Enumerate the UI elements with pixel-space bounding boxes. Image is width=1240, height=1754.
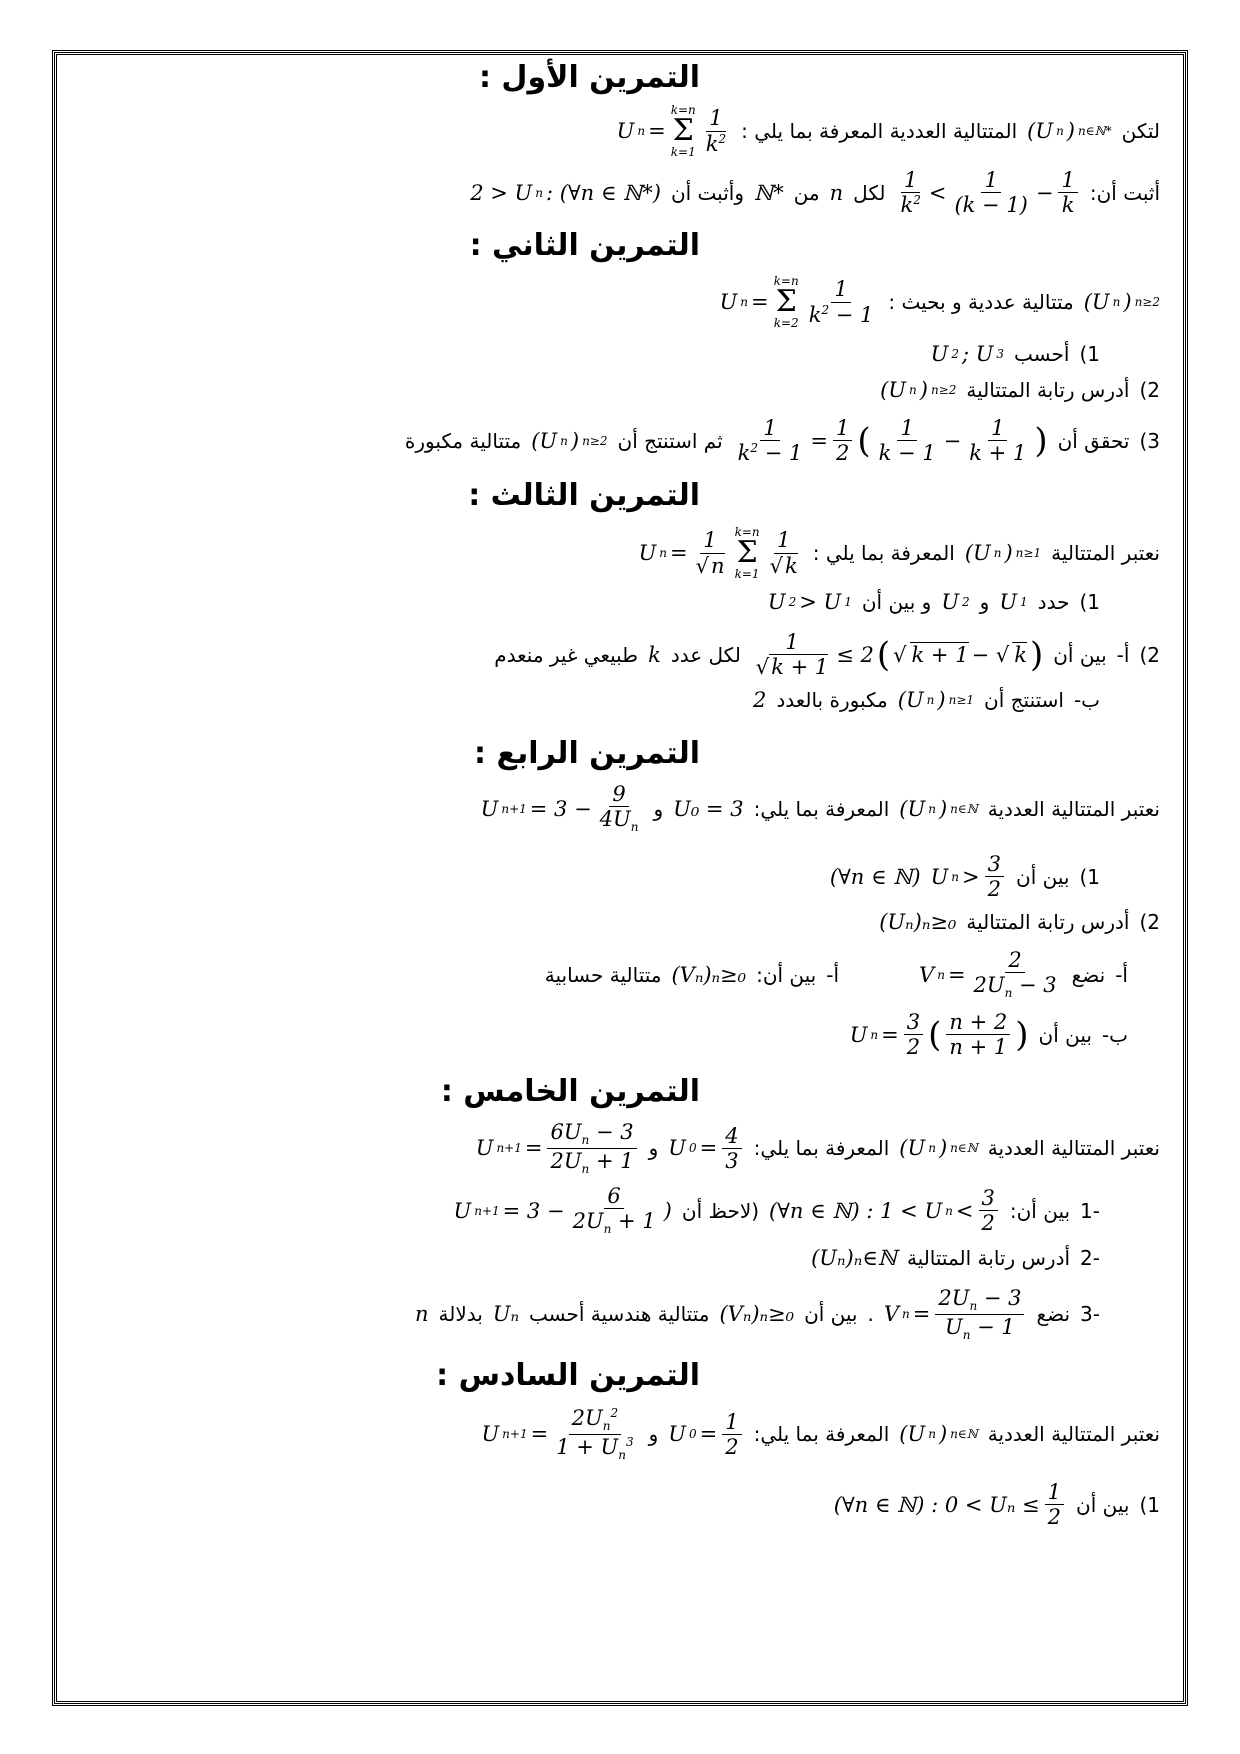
text: مكبورة بالعدد bbox=[776, 688, 888, 712]
text: متتالية مكبورة bbox=[404, 428, 522, 453]
exercise-2-q1 bbox=[931, 342, 1100, 366]
text: نعتبر المتتالية bbox=[1051, 541, 1160, 565]
math-u0: U 0 = $\frac{1}{2}$ bbox=[668, 1410, 743, 1459]
exercise-1-question bbox=[470, 168, 1160, 217]
math-seq: (U n ) n∈ℕ bbox=[899, 1136, 978, 1161]
exercise-6-q1 bbox=[834, 1480, 1160, 1529]
text: و bbox=[648, 1422, 659, 1447]
math: U 2 bbox=[941, 590, 970, 614]
math-n: n bbox=[414, 1302, 429, 1327]
math-claim: (∀n ∈ ℕ) : 0 < Uₙ ≤ $\frac{1}{2}$ bbox=[834, 1480, 1066, 1529]
text: من bbox=[793, 180, 820, 205]
math-definition: V n = $\frac{2U_n - 3}{U_n - 1}$ bbox=[884, 1286, 1027, 1343]
math-claim: 2 > U n : (∀n ∈ ℕ*) bbox=[470, 180, 661, 205]
text: المتتالية العددية المعرفة بما يلي : bbox=[741, 119, 1018, 143]
text: (لاحظ أن bbox=[681, 1198, 760, 1223]
math-seq: (Uₙ)ₙ∈ℕ bbox=[811, 1246, 897, 1270]
exercise-4-q3b bbox=[850, 1010, 1128, 1059]
question-number: 1) bbox=[1079, 342, 1100, 366]
text: بين أن: bbox=[756, 962, 817, 987]
math-formula: U n = k=n Σ k=1 $\frac{1}{k^2}$ bbox=[616, 103, 727, 159]
exercise-2-definition bbox=[720, 275, 1160, 329]
question-number: 1) bbox=[1079, 590, 1100, 614]
math-set: ℕ* bbox=[754, 180, 784, 205]
sub-label: أ- bbox=[826, 962, 840, 987]
exercise-3-q2b bbox=[753, 688, 1100, 712]
text: نعتبر المتتالية العددية bbox=[987, 1136, 1160, 1161]
text: متتالية عددية و بحيث : bbox=[888, 290, 1074, 314]
text: . bbox=[867, 1302, 874, 1327]
text: بين أن bbox=[1053, 642, 1107, 667]
text: استنتج أن bbox=[984, 688, 1064, 712]
math-seq: (U n ) n≥1 bbox=[964, 541, 1042, 565]
question-number: -1 bbox=[1080, 1198, 1100, 1223]
exercise-2-q3 bbox=[405, 416, 1160, 465]
question-number: 2) bbox=[1139, 642, 1160, 667]
exercise-1-definition bbox=[617, 104, 1160, 158]
exercise-5-q2 bbox=[811, 1246, 1100, 1270]
exercise-3-q1 bbox=[768, 590, 1100, 614]
exercise-2-title: التمرين الثاني : bbox=[469, 228, 700, 263]
text: طبيعي غير منعدم bbox=[494, 642, 639, 667]
text: ثم استنتج أن bbox=[617, 428, 723, 453]
question-number: 1) bbox=[1139, 1492, 1160, 1517]
text: و bbox=[979, 590, 990, 614]
math-formula: U n = k=n Σ k=2 $\frac{1}{k^2 - 1}$ bbox=[719, 274, 874, 330]
math-bound: 2 bbox=[752, 688, 767, 712]
math-ineq: $\frac{1}{k^2}$ < $\frac{1}{(k - 1)}$ − $\frac{1}{k}$ bbox=[895, 168, 1079, 217]
math-un: Uₙ bbox=[492, 1302, 520, 1327]
text: حدد bbox=[1037, 590, 1070, 614]
worksheet bbox=[70, 60, 1170, 1700]
question-number: 1) bbox=[1079, 864, 1100, 889]
text: المعرفة بما يلي: bbox=[753, 1136, 890, 1161]
text: بين أن bbox=[804, 1302, 858, 1327]
math-recurrence: U n+1 = $\frac{2U_n^2}{1 + U_n^3}$ bbox=[481, 1406, 634, 1463]
text: بدلالة bbox=[438, 1302, 483, 1327]
exercise-5-definition bbox=[476, 1120, 1160, 1177]
text: لتكن bbox=[1121, 119, 1160, 143]
math-recurrence: U n+1 = 3 − $\frac{9}{4U_n}$ bbox=[480, 782, 639, 835]
math-formula: U n = $\frac{1}{√n}$ k=n Σ k=1 $\frac{1}{√k}$ bbox=[638, 525, 798, 581]
exercise-2-q2 bbox=[880, 378, 1160, 402]
sub-label: أ- bbox=[1116, 642, 1130, 667]
math-forall: (∀n ∈ ℕ) bbox=[829, 864, 921, 889]
math-ineq: $\frac{1}{√k + 1}$ ≤ 2 ( √ k + 1 − √ k ) bbox=[755, 630, 1044, 680]
text: بين أن: bbox=[1009, 1198, 1071, 1223]
math-claim: U n > $\frac{3}{2}$ bbox=[931, 852, 1006, 901]
exercise-4-q1 bbox=[830, 852, 1100, 901]
math-recurrence: U n+1 = $\frac{6U_n - 3}{2U_n + 1}$ bbox=[476, 1120, 639, 1177]
sub-label: أ- bbox=[1115, 962, 1128, 987]
text: أدرس رتابة المتتالية bbox=[906, 1246, 1071, 1270]
text: تحقق أن bbox=[1057, 428, 1130, 453]
math-n: n bbox=[829, 180, 844, 205]
exercise-6-definition bbox=[481, 1406, 1160, 1463]
text: أثبت أن: bbox=[1089, 180, 1160, 205]
text: المعرفة بما يلي: bbox=[753, 796, 890, 821]
math-seq: (Uₙ)ₙ≥₀ bbox=[879, 910, 957, 934]
exercise-5-title: التمرين الخامس : bbox=[440, 1074, 700, 1109]
text: المعرفة بما يلي: bbox=[753, 1422, 890, 1447]
sub-label: ب- bbox=[1073, 688, 1100, 712]
text: لكل عدد bbox=[670, 642, 741, 667]
math-seq: (Vₙ)ₙ≥₀ bbox=[671, 962, 747, 987]
math-note: U n+1 = 3 − $\frac{6}{2U_n + 1}$ ) bbox=[453, 1184, 672, 1237]
text: لكل bbox=[853, 180, 886, 205]
exercise-4-title: التمرين الرابع : bbox=[474, 736, 700, 771]
math: U 2 ; U 3 bbox=[930, 342, 1005, 366]
question-number: -2 bbox=[1080, 1246, 1100, 1270]
text: متتالية هندسية أحسب bbox=[529, 1302, 710, 1327]
math-seq: (Vₙ)ₙ≥₀ bbox=[719, 1302, 795, 1327]
exercise-1-title: التمرين الأول : bbox=[478, 60, 700, 95]
math-k: k bbox=[648, 642, 661, 667]
exercise-4-q2 bbox=[879, 910, 1160, 934]
math: (U n ) n≥2 bbox=[880, 378, 957, 402]
exercise-5-q3 bbox=[415, 1286, 1100, 1343]
exercise-3-title: التمرين الثالث : bbox=[468, 478, 700, 513]
exercise-4-q3a bbox=[545, 948, 1128, 1001]
text: و بين أن bbox=[861, 590, 932, 614]
exercise-4-definition bbox=[481, 782, 1160, 835]
text: نعتبر المتتالية العددية bbox=[987, 796, 1160, 821]
question-number: 2) bbox=[1139, 378, 1160, 402]
math-u0: U 0 = $\frac{4}{3}$ bbox=[668, 1124, 743, 1173]
question-number: 2) bbox=[1139, 910, 1160, 934]
text: وأثبت أن bbox=[670, 180, 744, 205]
text: بين أن bbox=[1038, 1022, 1092, 1047]
exercise-3-q2a bbox=[494, 630, 1160, 679]
math-u0: U₀ = 3 bbox=[673, 796, 744, 821]
math-forall: (∀n ∈ ℕ) : 0 < Uₙ ≤ bbox=[833, 1492, 1040, 1517]
question-number: 3) bbox=[1139, 428, 1160, 453]
exercise-6-title: التمرين السادس : bbox=[436, 1358, 700, 1393]
math: (U n ) n≥1 bbox=[897, 688, 975, 712]
text: أدرس رتابة المتتالية bbox=[966, 378, 1130, 402]
math-identity: $\frac{1}{k^2 - 1}$ = $\frac{1}{2}$ ( $\frac{1}{k - 1}$ − $\frac{1}{k + 1}$ ) bbox=[737, 416, 1048, 466]
text: نضع bbox=[1071, 962, 1106, 987]
math-formula: U n = $\frac{3}{2}$ ( $\frac{n + 2}{n + 1}$ ) bbox=[849, 1010, 1029, 1060]
math: (U n ) n≥2 bbox=[531, 428, 608, 453]
text: بين أن bbox=[1016, 864, 1070, 889]
text: نعتبر المتتالية العددية bbox=[987, 1422, 1160, 1447]
question-number: -3 bbox=[1080, 1302, 1100, 1327]
math-claim: U 2 > U 1 bbox=[767, 590, 852, 614]
text: متتالية حسابية bbox=[544, 962, 662, 987]
sub-label: ب- bbox=[1101, 1022, 1128, 1047]
text: المعرفة بما يلي : bbox=[812, 541, 955, 565]
exercise-5-q1 bbox=[454, 1184, 1100, 1237]
math-claim: (∀n ∈ ℕ) : 1 < U n < $\frac{3}{2}$ bbox=[769, 1186, 1000, 1235]
math-seq: (U n ) n∈ℕ* bbox=[1027, 119, 1112, 143]
math-definition: V n = $\frac{2}{2U_n - 3}$ bbox=[919, 948, 1057, 1001]
exercise-3-definition bbox=[639, 526, 1160, 580]
text: أحسب bbox=[1014, 342, 1070, 366]
text: و bbox=[648, 1136, 659, 1161]
text: نضع bbox=[1036, 1302, 1071, 1327]
math-seq: (U n ) n∈ℕ bbox=[899, 1422, 978, 1447]
text: بين أن bbox=[1076, 1492, 1130, 1517]
text: أدرس رتابة المتتالية bbox=[966, 910, 1130, 934]
math-seq: (U n ) n≥2 bbox=[1083, 290, 1160, 314]
math-seq: (U n ) n∈ℕ bbox=[899, 796, 978, 821]
text: و bbox=[653, 796, 664, 821]
math: U 1 bbox=[999, 590, 1028, 614]
